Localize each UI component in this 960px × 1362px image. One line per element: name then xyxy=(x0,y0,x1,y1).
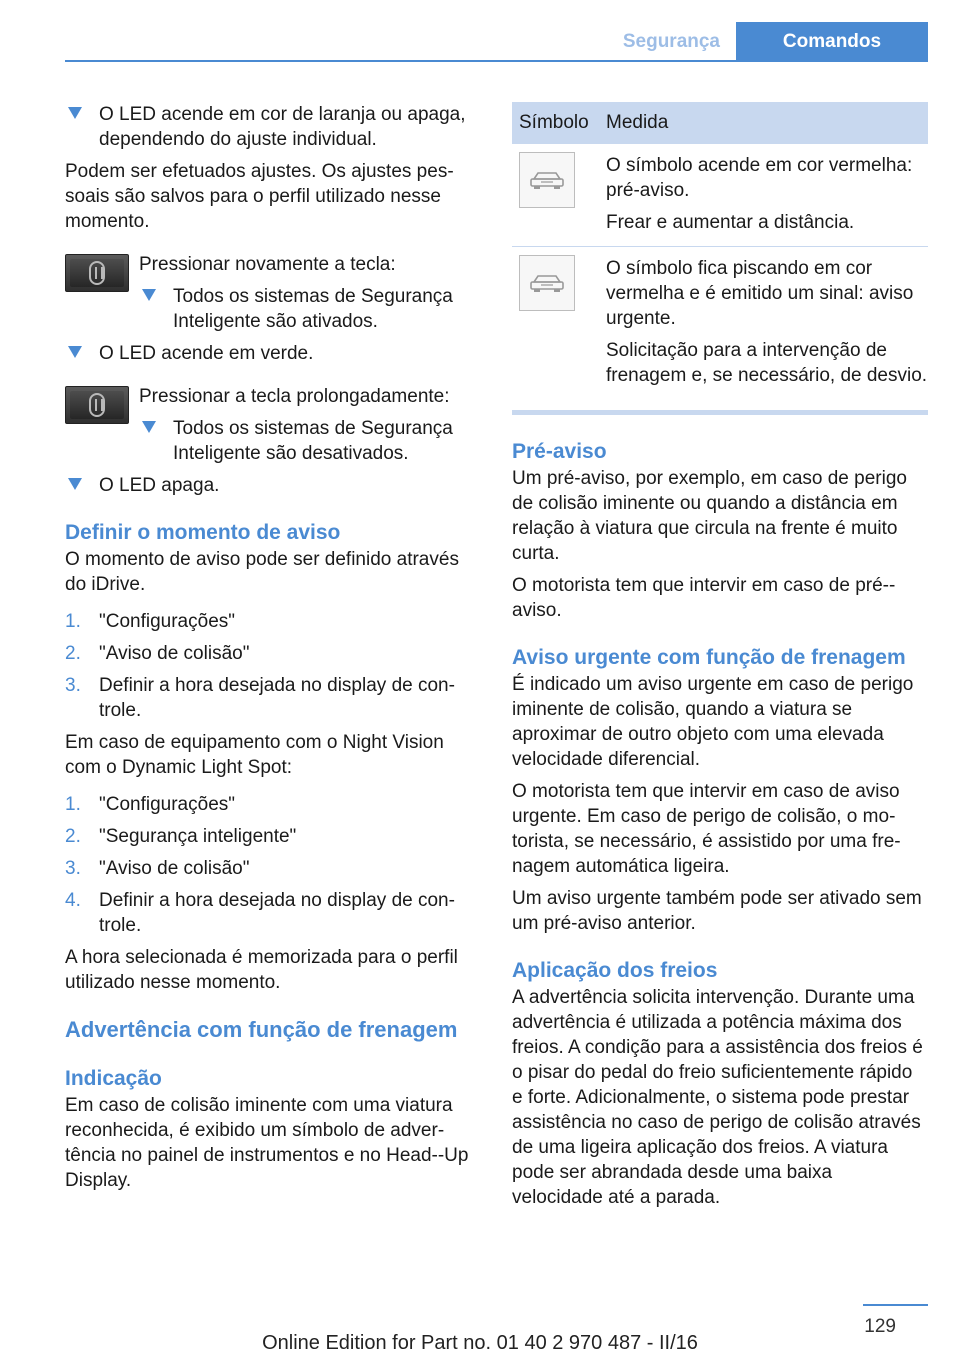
paragraph: Podem ser efetuados ajustes. Os ajustes pessoais são salvos para o perfil utilizado nesse momento. xyxy=(65,161,454,232)
paragraph: A advertência solicita intervenção. Durante uma advertência é utilizada a potência máxima dos freios. A condição para a assistência dos freios é o pisar do pedal do freio suficientemente rápido e forte. Adicionalmente, o sistema pode prestar assistência no caso de perigo de colisão através de uma ligeira aplicação dos freios. A viatura pode ser abrandada desde uma baixa velocidade até a parada. xyxy=(512,987,923,1208)
triangle-bullet-icon xyxy=(142,289,156,301)
paragraph: É indicado um aviso urgente em caso de perigo iminente de colisão, quando a viatura se aproximar de outro objeto com uma elevada velocidade diferencial. xyxy=(512,674,914,770)
bullet-item: O LED acende em cor de laranja ou apaga, dependendo do ajuste individual. xyxy=(65,102,477,152)
bullet-item: O LED apaga. xyxy=(65,473,477,498)
car-warning-icon xyxy=(519,255,575,311)
bullet-item: Todos os sistemas de Segurança Inteligente são desativados. xyxy=(139,416,477,466)
list-item: 2. "Aviso de colisão" xyxy=(65,643,250,664)
paragraph: Em caso de colisão iminente com uma viatura reconhecida, é exibido um símbolo de advertência no painel de instrumentos e no Head--Up Display. xyxy=(65,1095,469,1191)
safety-button-icon xyxy=(65,254,129,292)
table-bottom-rule xyxy=(512,410,928,415)
section-heading: Definir o momento de aviso xyxy=(65,521,341,544)
footer-rule xyxy=(863,1304,928,1306)
measure-text: O símbolo acende em cor vermelha: pré-aviso. xyxy=(606,155,913,201)
paragraph: A hora selecionada é memorizada para o perfil utilizado nesse momento. xyxy=(65,947,458,993)
measure-text: O símbolo fica piscando em cor vermelha e é emitido um sinal: aviso urgente. xyxy=(606,258,914,329)
triangle-bullet-icon xyxy=(142,421,156,433)
header-rule xyxy=(65,60,928,62)
symbol-table xyxy=(512,102,928,415)
paragraph: Um aviso urgente também pode ser ativado sem um pré-aviso anterior. xyxy=(512,888,922,934)
list-item: 2. "Segurança inteligente" xyxy=(65,826,297,847)
paragraph: Em caso de equipamento com o Night Vision com o Dynamic Light Spot: xyxy=(65,732,444,778)
table-header xyxy=(512,102,928,144)
triangle-bullet-icon xyxy=(68,107,82,119)
subsection-heading: Indicação xyxy=(65,1067,162,1090)
triangle-bullet-icon xyxy=(68,478,82,490)
paragraph: Um pré-aviso, por exemplo, em caso de perigo de colisão iminente ou quando a distância em relação à viatura que circula na frente é muito curta. xyxy=(512,468,907,564)
measure-text: Frear e aumentar a distância. xyxy=(606,212,855,233)
numbered-list xyxy=(65,792,477,938)
measure-text: Solicitação para a intervenção de frenagem e, se necessário, de desvio. xyxy=(606,340,928,386)
numbered-list xyxy=(65,609,477,723)
car-warning-icon xyxy=(519,152,575,208)
triangle-bullet-icon xyxy=(68,346,82,358)
right-column xyxy=(512,102,928,1217)
list-item: 4. Definir a hora desejada no display de controle. xyxy=(65,890,455,936)
safety-button-icon xyxy=(65,386,129,424)
column-header-measure: Medida xyxy=(606,112,669,133)
column-header-symbol: Símbolo xyxy=(519,112,589,133)
paragraph: O motorista tem que intervir em caso de pré--aviso. xyxy=(512,575,896,621)
page-header xyxy=(65,22,928,62)
header-chapter-tab: Comandos xyxy=(736,22,928,62)
section-heading: Aviso urgente com função de frenagem xyxy=(512,646,906,669)
header-section: Segurança xyxy=(622,31,720,52)
button-instruction: Pressionar novamente a tecla: Todos os sistemas de Segurança Inteligente são ativados. xyxy=(65,252,477,334)
edition-note: Online Edition for Part no. 01 40 2 970 487 - II/16 xyxy=(262,1332,698,1354)
table-row xyxy=(512,247,928,399)
table-row xyxy=(512,144,928,247)
list-item: 3. "Aviso de colisão" xyxy=(65,858,250,879)
list-item: 1. "Configurações" xyxy=(65,794,236,815)
page-number: 129 xyxy=(864,1316,896,1337)
section-heading: Aplicação dos freios xyxy=(512,959,718,982)
paragraph: O motorista tem que intervir em caso de aviso urgente. Em caso de perigo de colisão, o motorista, se necessário, é assistido por uma frenagem automática ligeira. xyxy=(512,781,901,877)
left-column xyxy=(65,102,477,1200)
list-item: 1. "Configurações" xyxy=(65,611,236,632)
bullet-item: Todos os sistemas de Segurança Inteligente são ativados. xyxy=(139,284,477,334)
list-item: 3. Definir a hora desejada no display de controle. xyxy=(65,675,455,721)
bullet-item: O LED acende em verde. xyxy=(65,341,477,366)
paragraph: O momento de aviso pode ser definido através do iDrive. xyxy=(65,549,459,595)
section-heading: Pré-aviso xyxy=(512,440,607,463)
section-heading: Advertência com função de frenagem xyxy=(65,1017,458,1042)
button-instruction: Pressionar a tecla prolongadamente: Todos os sistemas de Segurança Inteligente são desativados. xyxy=(65,384,477,466)
